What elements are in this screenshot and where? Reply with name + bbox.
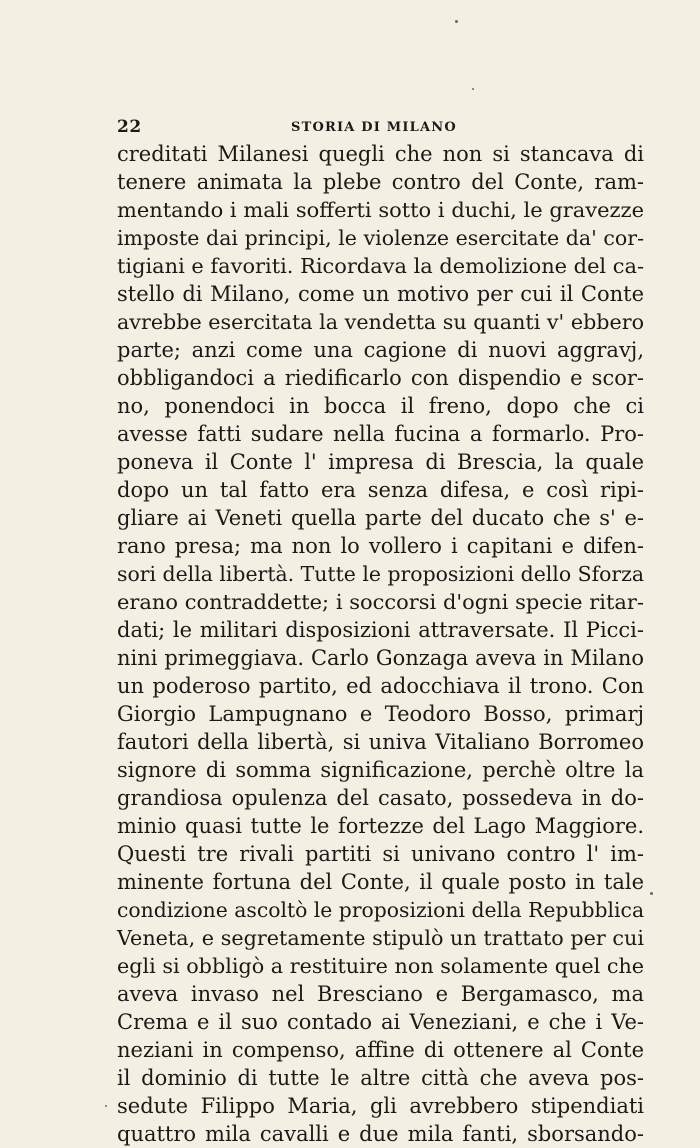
text-line: Crema e il suo contado ai Veneziani, e che i Ve- (117, 1010, 644, 1034)
text-line: quattro mila cavalli e due mila fanti, sborsando- (117, 1122, 644, 1146)
paper-speck (455, 20, 458, 23)
text-line: Questi tre rivali partiti si univano contro l' im- (117, 842, 644, 866)
text-line: avesse fatti sudare nella fucina a formarlo. Pro- (117, 422, 644, 446)
text-line: nini primeggiava. Carlo Gonzaga aveva in Milano (117, 646, 644, 670)
text-line: grandiosa opulenza del casato, possedeva in do- (117, 786, 644, 810)
text-line: rano presa; ma non lo vollero i capitani e difen- (117, 534, 644, 558)
text-line: neziani in compenso, affine di ottenere al Conte (117, 1038, 644, 1062)
body-text (117, 140, 644, 1148)
text-line: signore di somma significazione, perchè oltre la (117, 758, 644, 782)
text-line: Giorgio Lampugnano e Teodoro Bosso, primarj (117, 702, 644, 726)
text-line: obbligandoci a riedificarlo con dispendio e scor- (117, 366, 644, 390)
text-line: parte; anzi come una cagione di nuovi aggravj, (117, 338, 644, 362)
text-line: minio quasi tutte le fortezze del Lago Maggiore. (117, 814, 644, 838)
text-line: stello di Milano, come un motivo per cui il Conte (117, 282, 644, 306)
text-line: sori della libertà. Tutte le proposizioni dello Sforza (117, 562, 645, 586)
text-line: condizione ascoltò le proposizioni della Repubblica (117, 898, 645, 922)
text-line: il dominio di tutte le altre città che aveva pos- (117, 1066, 644, 1090)
text-line: fautori della libertà, si univa Vitaliano Borromeo (117, 730, 644, 754)
text-line: mentando i mali sofferti sotto i duchi, le gravezze (117, 198, 644, 222)
text-line: imposte dai principi, le violenze esercitate da' cor- (117, 226, 644, 250)
paper-speck (105, 1105, 107, 1107)
text-line: sedute Filippo Maria, gli avrebbero stipendiati (117, 1094, 644, 1118)
text-line: dopo un tal fatto era senza difesa, e così ripi- (117, 478, 644, 502)
running-head: STORIA DI MILANO (291, 120, 457, 135)
text-line: erano contraddette; i soccorsi d'ogni specie ritar- (117, 590, 644, 614)
paper-speck (650, 892, 653, 895)
text-line: poneva il Conte l' impresa di Brescia, la quale (117, 450, 644, 474)
text-line: un poderoso partito, ed adocchiava il trono. Con (117, 674, 644, 698)
text-line: minente fortuna del Conte, il quale posto in tale (117, 870, 644, 894)
page-header (117, 117, 644, 139)
text-line: creditati Milanesi quegli che non si stancava di (117, 142, 644, 166)
page-number: 22 (117, 117, 142, 137)
text-line: tigiani e favoriti. Ricordava la demolizione del ca- (117, 254, 645, 278)
paper-speck (472, 88, 474, 90)
text-line: no, ponendoci in bocca il freno, dopo che ci (117, 394, 644, 418)
text-line: aveva invaso nel Bresciano e Bergamasco, ma (117, 982, 644, 1006)
text-line: gliare ai Veneti quella parte del ducato che s' e- (117, 506, 644, 530)
text-line: dati; le militari disposizioni attraversate. Il Picci- (117, 618, 644, 642)
text-line: avrebbe esercitata la vendetta su quanti v' ebbero (117, 310, 644, 334)
text-line: egli si obbligò a restituire non solamente quel che (117, 954, 645, 978)
text-line: tenere animata la plebe contro del Conte, ram- (117, 170, 644, 194)
text-line: Veneta, e segretamente stipulò un trattato per cui (117, 926, 644, 950)
